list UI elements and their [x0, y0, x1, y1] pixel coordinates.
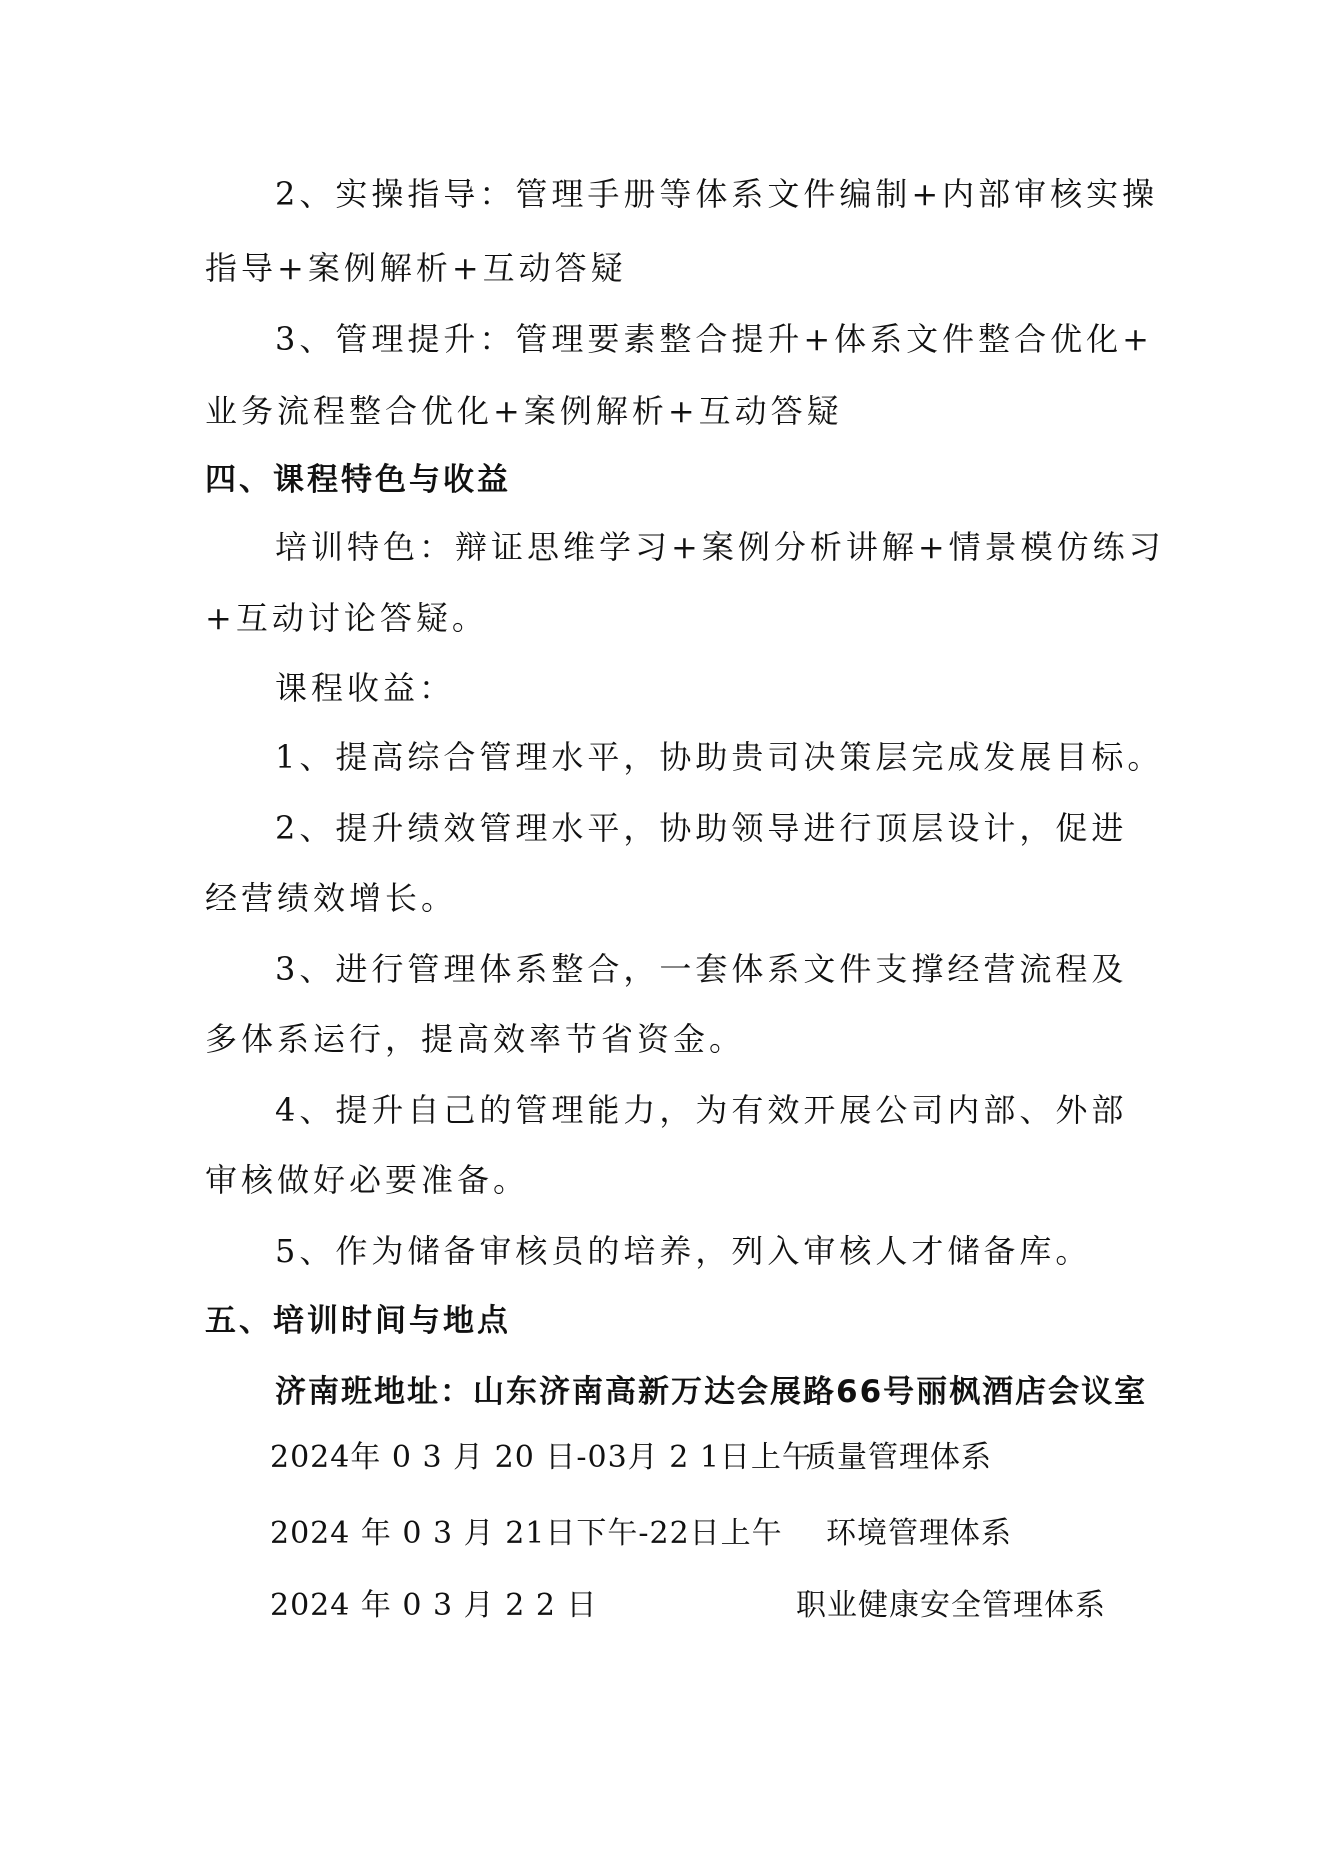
- benefit-item: 2、提升绩效管理水平，协助领导进行顶层设计，促进: [275, 809, 1128, 847]
- benefit-item-continuation: 经营绩效增长。: [205, 879, 458, 917]
- paragraph-training-features-2: +互动讨论答疑。: [205, 599, 488, 637]
- benefit-item-continuation: 审核做好必要准备。: [205, 1161, 530, 1199]
- paragraph-practice-guidance-2: 指导+案例解析+互动答疑: [205, 249, 627, 287]
- benefit-item: 4、提升自己的管理能力，为有效开展公司内部、外部: [275, 1091, 1128, 1129]
- benefit-item: 5、作为储备审核员的培养，列入审核人才储备库。: [275, 1232, 1092, 1270]
- schedule-system: 职业健康安全管理体系: [796, 1588, 1106, 1623]
- paragraph-training-features-1: 培训特色：辩证思维学习+案例分析讲解+情景模仿练习: [275, 528, 1165, 566]
- section-heading-course-features: 四、课程特色与收益: [205, 462, 511, 498]
- benefit-item: 3、进行管理体系整合，一套体系文件支撑经营流程及: [275, 950, 1128, 988]
- paragraph-practice-guidance-1: 2、实操指导：管理手册等体系文件编制+内部审核实操: [275, 175, 1159, 213]
- benefit-item: 1、提高综合管理水平，协助贵司决策层完成发展目标。: [275, 738, 1164, 776]
- schedule-date: 2024 年 0 3 月 21日下午-22日上午: [270, 1516, 783, 1551]
- training-address: 济南班地址：山东济南高新万达会展路66号丽枫酒店会议室: [275, 1374, 1148, 1410]
- schedule-date: 2024年 0 3 月 20 日-03月 2 1日上午: [270, 1440, 813, 1475]
- paragraph-management-upgrade-2: 业务流程整合优化+案例解析+互动答疑: [205, 392, 843, 430]
- schedule-date: 2024 年 0 3 月 2 2 日: [270, 1588, 598, 1623]
- schedule-system: 环境管理体系: [826, 1516, 1012, 1551]
- section-heading-training-time-location: 五、培训时间与地点: [205, 1303, 511, 1339]
- benefit-item-continuation: 多体系运行，提高效率节省资金。: [205, 1020, 746, 1058]
- schedule-system: 质量管理体系: [806, 1440, 992, 1475]
- paragraph-benefits-title: 课程收益：: [275, 669, 456, 707]
- paragraph-management-upgrade-1: 3、管理提升：管理要素整合提升+体系文件整合优化+: [275, 320, 1153, 358]
